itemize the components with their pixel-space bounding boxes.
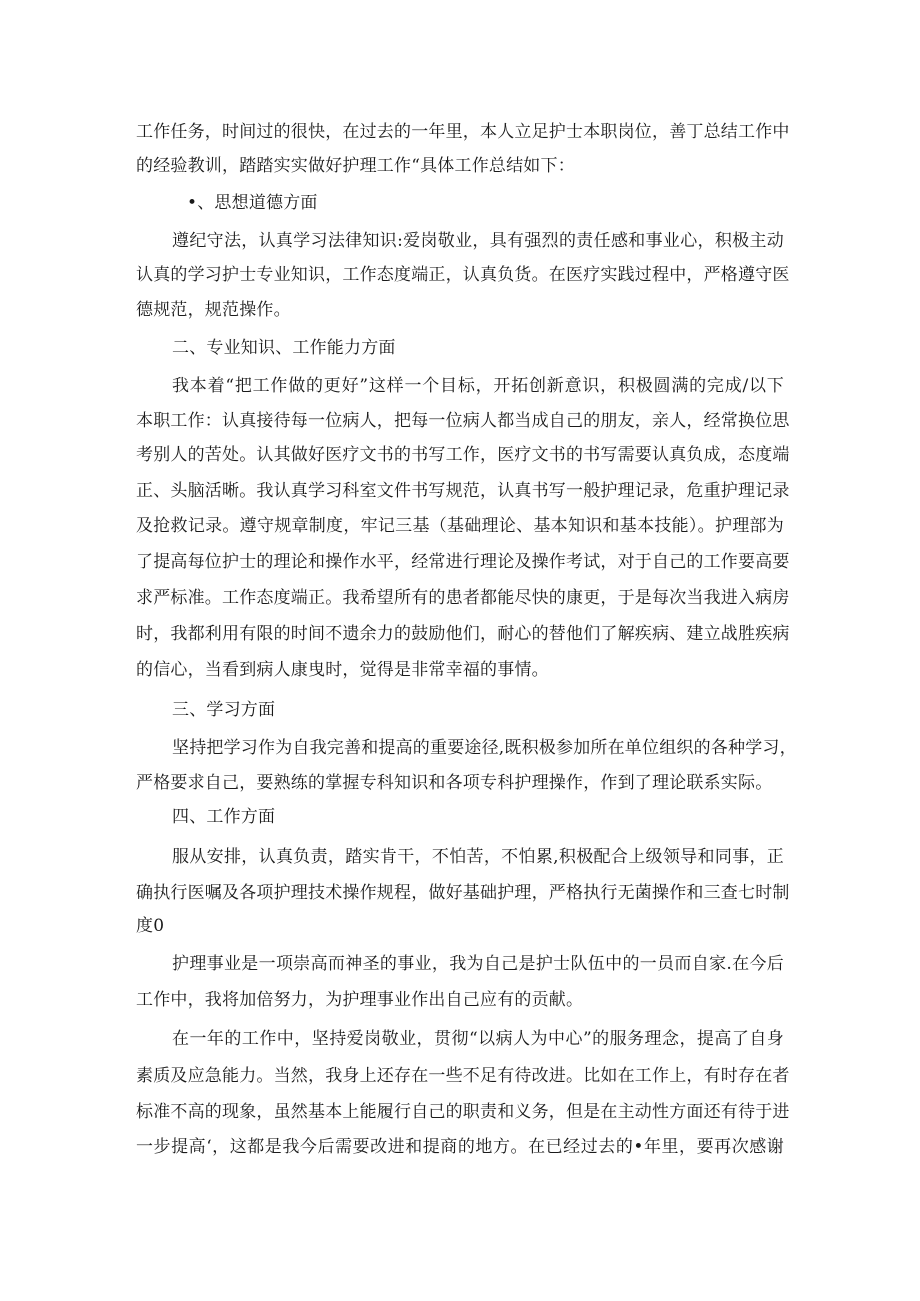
para6-line-2: 素质及应急能力。当然，我身上还存在一些不足有待改进。比如在工作上，有时存在者 [136, 1066, 790, 1086]
section4-line-1: 服从安排，认真负责，踏实肯干，不怕苦，不怕累,积极配合上级领导和同事，正 [172, 847, 784, 867]
para6-line-4: 一步提高‘，这都是我今后需要改进和提商的地方。在已经过去的•年里，要再次感谢 [136, 1137, 784, 1157]
section2-line-4: 正、头脑活晰。我认真学习科室文件书写规范，认真书写一般护理记录，危重护理记录 [136, 481, 790, 501]
para6-line-1: 在一年的工作中，坚持爱岗敬业，贯彻“以病人为中心”的服务理念，提高了自身 [172, 1029, 784, 1049]
intro-line-2: 的经验教训，踏踏实实做好护理工作“具体工作总结如下： [136, 156, 575, 176]
section1-line-2: 认真的学习护士专业知识，工作态度端正，认真负货。在医疗实践过程中，严格遵守医 [136, 265, 790, 285]
section2-line-9: 的信心，当看到病人康曳时，觉得是非常幸福的事情。 [136, 660, 549, 680]
section-heading-ethics: •、思想道德方面 [187, 193, 318, 213]
para5-line-1: 护理事业是一项崇高而神圣的事业，我为自己是护士队伍中的一员而自家.在今后 [172, 954, 784, 974]
section1-line-3: 德规范，规范操作。 [136, 300, 291, 320]
section2-line-5: 及抢救记录。遵守规章制度，牢记三基（基础理论、基本知识和基本技能）。护理部为 [136, 516, 784, 536]
section4-line-3: 度0 [136, 916, 165, 936]
section-heading-skills: 二、专业知识、工作能力方面 [172, 338, 396, 358]
section4-line-2: 确执行医嘱及各项护理技术操作规程，做好基础护理，严格执行无菌操作和三查七时制 [136, 883, 790, 903]
section2-line-1: 我本着“把工作做的更好”这样一个目标，开拓创新意识，积极圆满的完成/以下 [172, 376, 784, 396]
para6-line-3: 标准不高的现象，虽然基本上能履行自己的职责和义务，但是在主动性方面还有待于进 [136, 1102, 790, 1122]
section2-line-6: 了提高每位护士的理论和操作水平，经常进行理论及操作考试，对于自己的工作要高要 [136, 552, 790, 572]
para5-line-2: 工作中，我将加倍努力，为护理事业作出自己应有的贡献。 [136, 990, 584, 1010]
section3-line-2: 严格要求自己，要熟练的掌握专科知识和各项专科护理操作，作到了理论联系实际。 [136, 773, 773, 793]
section-heading-study: 三、学习方面 [172, 700, 276, 720]
section3-line-1: 坚持把学习作为自我完善和提高的重要途径,既积极参加所在单位组织的各种学习， [172, 738, 797, 758]
intro-line-1: 工作任务，时间过的很快，在过去的一年里，本人立足护士本职岗位，善丁总结工作中 [136, 122, 790, 142]
section-heading-work: 四、工作方面 [172, 807, 276, 827]
section2-line-8: 时，我都利用有限的时间不遗余力的鼓励他们，耐心的替他们了解疾病、建立战胜疾病 [136, 624, 790, 644]
section2-line-2: 本职工作：认真接待每一位病人，把每一位病人都当成自己的朋友，亲人，经常换位思 [136, 411, 790, 431]
section1-line-1: 遵纪守法，认真学习法律知识:爱岗敬业，具有强烈的责任感和事业心，积极主动 [172, 231, 784, 251]
section2-line-7: 求严标准。工作态度端正。我希望所有的患者都能尽快的康更，于是每次当我进入病房 [136, 588, 790, 608]
section2-line-3: 考别人的苦处。认其做好医疗文书的书写工作，医疗文书的书写需要认真负成，态度端 [136, 445, 790, 465]
